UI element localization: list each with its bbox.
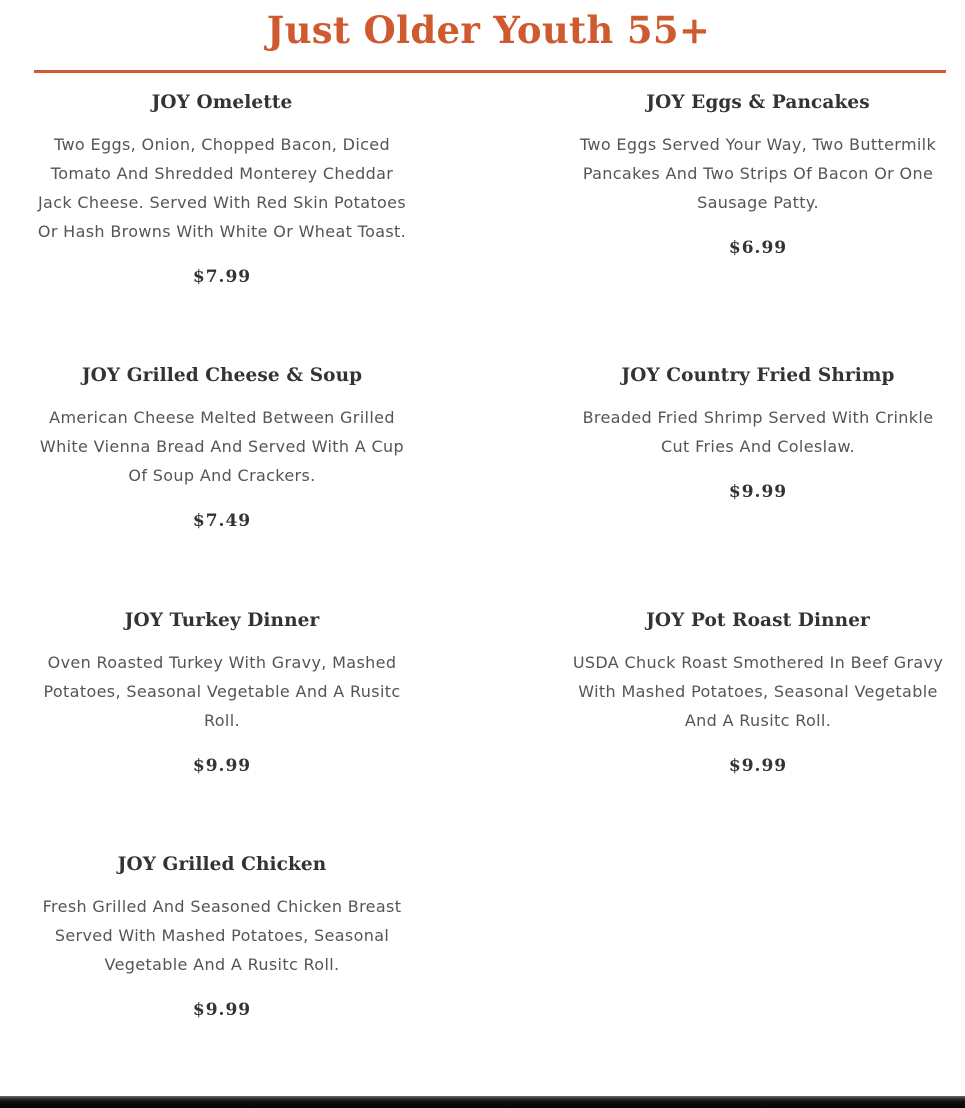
section-title: Just Older Youth 55+ — [266, 8, 711, 52]
menu-item-price: $9.99 — [728, 756, 788, 776]
menu-item-price: $7.49 — [192, 511, 252, 531]
menu-item-country-fried-shrimp — [572, 363, 944, 504]
menu-item-description: American Cheese Melted Between Grilled White Vienna Bread And Served With A Cup Of Soup And Crackers. — [39, 408, 405, 485]
menu-item-description: Two Eggs Served Your Way, Two Buttermilk Pancakes And Two Strips Of Bacon Or One Sausage Patty. — [579, 135, 937, 212]
menu-item-pot-roast-dinner — [572, 608, 944, 778]
menu-item-name: JOY Eggs & Pancakes — [646, 92, 870, 113]
footer-bar — [0, 1096, 965, 1108]
menu-item-name: JOY Grilled Chicken — [117, 854, 327, 875]
menu-item-name: JOY Grilled Cheese & Soup — [81, 365, 363, 386]
menu-item-name: JOY Turkey Dinner — [124, 610, 320, 631]
menu-item-turkey-dinner — [36, 608, 408, 778]
menu-item-description: Oven Roasted Turkey With Gravy, Mashed Potatoes, Seasonal Vegetable And A Rusitc Roll. — [43, 653, 401, 730]
menu-item-description: Breaded Fried Shrimp Served With Crinkle Cut Fries And Coleslaw. — [582, 408, 934, 456]
menu-item-price: $9.99 — [192, 1000, 252, 1020]
menu-item-eggs-pancakes — [572, 90, 944, 260]
menu-item-description: USDA Chuck Roast Smothered In Beef Gravy With Mashed Potatoes, Seasonal Vegetable And A Rusitc Roll. — [572, 653, 944, 730]
menu-item-name: JOY Pot Roast Dinner — [646, 610, 870, 631]
title-divider — [34, 70, 946, 73]
menu-item-price: $6.99 — [728, 238, 788, 258]
menu-item-grilled-cheese-soup — [36, 363, 408, 533]
menu-item-description: Two Eggs, Onion, Chopped Bacon, Diced Tomato And Shredded Monterey Cheddar Jack Cheese. Served With Red Skin Potatoes Or Hash Browns With White Or Wheat Toast. — [37, 135, 407, 241]
menu-item-price: $9.99 — [192, 756, 252, 776]
menu-item-description: Fresh Grilled And Seasoned Chicken Breast Served With Mashed Potatoes, Seasonal Vegetable And A Rusitc Roll. — [42, 897, 402, 974]
menu-item-name: JOY Country Fried Shrimp — [621, 365, 895, 386]
menu-item-price: $9.99 — [728, 482, 788, 502]
menu-item-name: JOY Omelette — [151, 92, 293, 113]
menu-item-omelette — [36, 90, 408, 289]
menu-item-price: $7.99 — [192, 267, 252, 287]
menu-item-grilled-chicken — [36, 852, 408, 1022]
